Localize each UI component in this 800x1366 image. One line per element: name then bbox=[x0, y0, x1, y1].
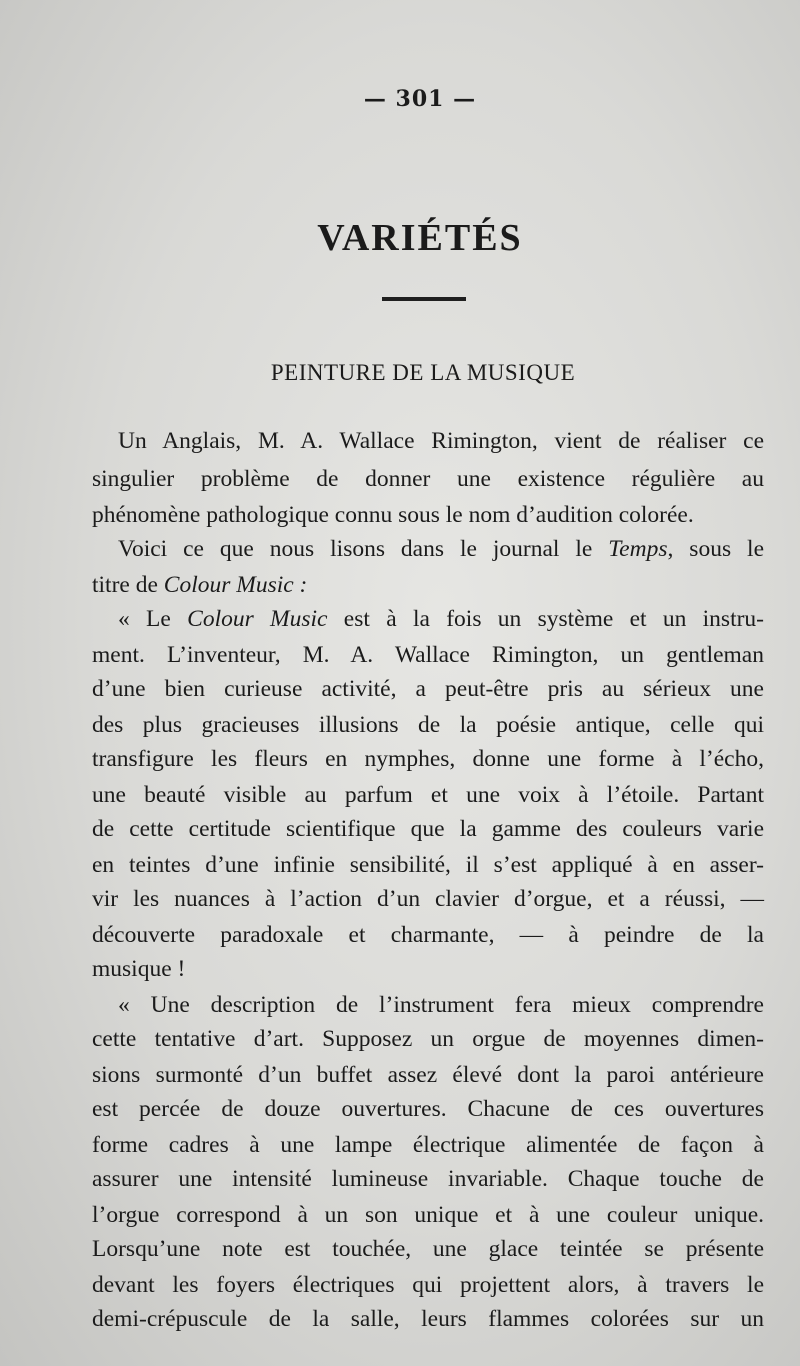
text-segment: « Une description de l’instrument fera mieux comprendre bbox=[118, 992, 764, 1018]
text-segment: demi-crépuscule de la salle, leurs flammes colorées sur un bbox=[92, 1306, 764, 1332]
title-rule bbox=[382, 297, 466, 301]
text-segment: des plus gracieuses illusions de la poésie antique, celle qui bbox=[92, 712, 764, 738]
italic-text: Temps bbox=[608, 536, 668, 562]
text-line bbox=[92, 918, 764, 952]
text-line bbox=[92, 848, 764, 882]
text-segment: de cette certitude scientifique que la gamme des couleurs varie bbox=[92, 816, 764, 842]
text-segment: vir les nuances à l’action d’un clavier d’orgue, et a réussi, — bbox=[92, 886, 764, 912]
text-segment: cette tentative d’art. Supposez un orgue de moyennes dimen- bbox=[92, 1026, 764, 1052]
text-segment: en teintes d’une infinie sensibilité, il s’est appliqué à en asser- bbox=[92, 852, 764, 878]
italic-text: Colour Music bbox=[187, 606, 328, 632]
page-number: — 301 — bbox=[363, 86, 477, 112]
text-line bbox=[92, 532, 764, 566]
text-segment: musique ! bbox=[92, 956, 186, 982]
text-segment: singulier problème de donner une existence régulière au bbox=[92, 466, 764, 492]
text-line bbox=[92, 1058, 764, 1092]
text-line bbox=[92, 498, 764, 532]
text-line bbox=[92, 952, 764, 986]
text-line bbox=[92, 1162, 764, 1196]
text-line bbox=[92, 1128, 764, 1162]
text-segment: , sous le bbox=[667, 536, 764, 562]
text-segment: est à la fois un système et un instru- bbox=[327, 606, 764, 632]
text-segment: Un Anglais, M. A. Wallace Rimington, vient de réaliser ce bbox=[118, 428, 764, 454]
text-line bbox=[92, 424, 764, 458]
text-segment: ment. L’inventeur, M. A. Wallace Rimington, un gentleman bbox=[92, 642, 764, 668]
text-line bbox=[92, 742, 764, 776]
text-segment: est percée de douze ouvertures. Chacune de ces ouvertures bbox=[92, 1096, 764, 1122]
text-segment: titre de bbox=[92, 572, 164, 598]
text-segment: « Le bbox=[118, 606, 188, 632]
text-segment: une beauté visible au parfum et une voix à l’étoile. Partant bbox=[92, 782, 764, 808]
text-line bbox=[92, 988, 764, 1022]
text-segment: l’orgue correspond à un son unique et à une couleur unique. bbox=[92, 1202, 764, 1228]
text-line bbox=[92, 1268, 764, 1302]
text-line bbox=[92, 778, 764, 812]
text-segment: Lorsqu’une note est touchée, une glace teintée se présente bbox=[92, 1236, 764, 1262]
text-segment: découverte paradoxale et charmante, — à peindre de la bbox=[92, 922, 764, 948]
text-line bbox=[92, 812, 764, 846]
text-line bbox=[92, 568, 764, 602]
text-line bbox=[92, 1302, 764, 1336]
text-line bbox=[92, 1198, 764, 1232]
text-segment: phénomène pathologique connu sous le nom d’audition colorée. bbox=[92, 502, 694, 528]
italic-text: Colour Music : bbox=[163, 572, 308, 598]
text-segment: assurer une intensité lumineuse invariable. Chaque touche de bbox=[92, 1166, 764, 1192]
text-segment: devant les foyers électriques qui projettent alors, à travers le bbox=[92, 1272, 764, 1298]
text-segment: forme cadres à une lampe électrique alimentée de façon à bbox=[92, 1132, 764, 1158]
text-line bbox=[92, 1092, 764, 1126]
text-segment: d’une bien curieuse activité, a peut-être pris au sérieux une bbox=[92, 676, 764, 702]
text-line bbox=[92, 462, 764, 496]
text-line bbox=[92, 1232, 764, 1266]
text-line bbox=[92, 1022, 764, 1056]
text-segment: Voici ce que nous lisons dans le journal le bbox=[118, 536, 609, 562]
text-line bbox=[92, 638, 764, 672]
text-line bbox=[92, 672, 764, 706]
text-line bbox=[92, 602, 764, 636]
text-segment: sions surmonté d’un buffet assez élevé dont la paroi antérieure bbox=[92, 1062, 764, 1088]
article-title: PEINTURE DE LA MUSIQUE bbox=[270, 360, 576, 385]
section-title: VARIÉTÉS bbox=[317, 217, 523, 259]
text-line bbox=[92, 708, 764, 742]
text-segment: transfigure les fleurs en nymphes, donne une forme à l’écho, bbox=[92, 746, 764, 772]
text-line bbox=[92, 882, 764, 916]
